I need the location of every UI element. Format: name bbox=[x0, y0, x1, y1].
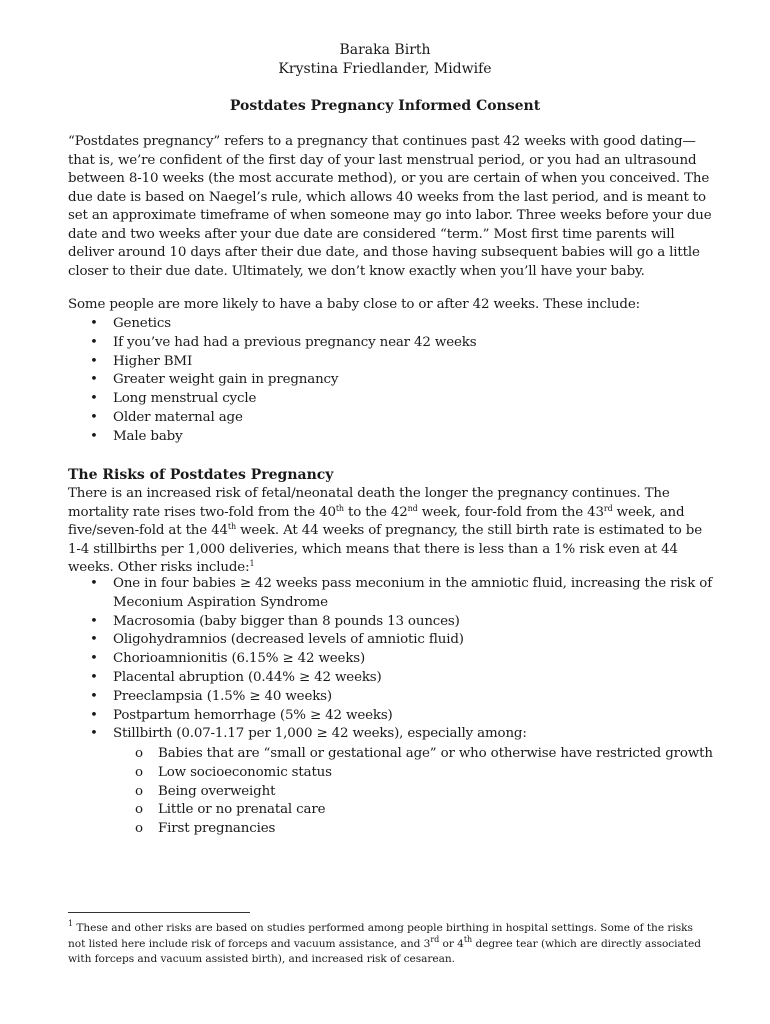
list-item: o Little or no prenatal care bbox=[113, 801, 713, 820]
bullet-marker: • bbox=[90, 391, 98, 407]
list-item: o Being overweight bbox=[113, 783, 713, 802]
list-item: • If you’ve had had a previous pregnancy near 42 weeks bbox=[68, 334, 713, 353]
sub-bullet-marker: o bbox=[135, 802, 143, 818]
bullet-marker: • bbox=[90, 428, 98, 444]
intro-paragraph: “Postdates pregnancy” refers to a pregnancy that continues past 42 weeks with good dating—that is, we’re confident of the first day of your last menstrual period, or you had an ultrasound between 8-10 weeks (the most accurate method), or you are certain of when you conceived. The due date is based on Naegel’s rule, which allows 40 weeks from the last period, and is meant to set an approximate timeframe of when someone may go into labor. Three weeks before your due date and two weeks after your due date are considered “term.” Most first time parents will deliver around 10 days after their due date, and those having subsequent babies will go a little closer to their due date. Ultimately, we don’t know exactly when you’ll have your baby. bbox=[68, 134, 712, 279]
bullet-marker: • bbox=[90, 334, 98, 350]
bullet-marker: • bbox=[90, 613, 98, 629]
risks-list bbox=[68, 575, 713, 744]
page-title: Postdates Pregnancy Informed Consent bbox=[229, 98, 541, 114]
bullet-marker: • bbox=[90, 372, 98, 388]
list-item: • Macrosomia (baby bigger than 8 pounds 13 ounces) bbox=[68, 613, 713, 632]
footnote-marker: 1 bbox=[68, 919, 74, 928]
stillbirth-sublist bbox=[113, 745, 713, 839]
footnote-separator bbox=[68, 912, 250, 913]
list-item: • Long menstrual cycle bbox=[68, 390, 713, 409]
list-item: • Oligohydramnios (decreased levels of amniotic fluid) bbox=[68, 631, 713, 650]
sub-bullet-marker: o bbox=[135, 764, 143, 780]
bullet-marker: • bbox=[90, 316, 98, 331]
bullet-marker: • bbox=[90, 632, 98, 648]
header-midwife: Krystina Friedlander, Midwife bbox=[278, 61, 492, 77]
footnote-ref: 1 bbox=[249, 559, 255, 568]
sub-bullet-marker: o bbox=[135, 783, 143, 799]
bullet-marker: • bbox=[90, 707, 98, 723]
list-item: • Older maternal age bbox=[68, 409, 713, 428]
header-org: Baraka Birth bbox=[339, 42, 431, 58]
list-item: • Greater weight gain in pregnancy bbox=[68, 371, 713, 390]
list-item: • Chorioamnionitis (6.15% ≥ 42 weeks) bbox=[68, 650, 713, 669]
list-item: • Stillbirth (0.07-1.17 per 1,000 ≥ 42 weeks), especially among: bbox=[68, 725, 713, 744]
sub-bullet-marker: o bbox=[135, 821, 143, 837]
footnote: $^1$ These and other risks are based on studies performed among people birthing in hospital settings. Some of the risks not listed here include risk of forceps and vacuum assistance, and 3rd or 4th degree tear (which are directly associated with forceps and vacuum assisted birth), and increased risk of cesarean. bbox=[68, 919, 701, 965]
list-item: o Low socioeconomic status bbox=[113, 764, 713, 783]
list-item: o First pregnancies bbox=[113, 820, 713, 839]
list-item: • Genetics bbox=[68, 315, 713, 334]
list-item: • Higher BMI bbox=[68, 353, 713, 372]
bullet-marker: • bbox=[90, 409, 98, 425]
list-item: • Male baby bbox=[68, 428, 713, 447]
list-item: • Preeclampsia (1.5% ≥ 40 weeks) bbox=[68, 688, 713, 707]
risks-heading: The Risks of Postdates Pregnancy bbox=[68, 467, 334, 483]
list-item: • Placental abruption (0.44% ≥ 42 weeks) bbox=[68, 669, 713, 688]
sub-bullet-marker: o bbox=[135, 746, 143, 761]
list-item: • One in four babies ≥ 42 weeks pass meconium in the amniotic fluid, increasing the risk of Meconium Aspiration Syndrome bbox=[90, 576, 713, 610]
list-item: • Postpartum hemorrhage (5% ≥ 42 weeks) bbox=[68, 707, 713, 726]
bullet-marker: • bbox=[90, 726, 98, 742]
bullet-marker: • bbox=[90, 688, 98, 704]
likely-lead: Some people are more likely to have a baby close to or after 42 weeks. These include: bbox=[68, 297, 640, 312]
risks-paragraph: There is an increased risk of fetal/neonatal death the longer the pregnancy continues. The mortality rate rises two-fold from the 40th to the 42nd week, four-fold from the 43rd week, and five/seven-fold at the 44th week. At 44 weeks of pregnancy, the still birth rate is estimated to be 1-4 stillbirths per 1,000 deliveries, which means that there is less than a 1% risk even at 44 weeks. Other risks include:$^1$ bbox=[68, 486, 702, 575]
bullet-marker: • bbox=[90, 576, 98, 591]
likely-list bbox=[68, 315, 713, 447]
bullet-marker: • bbox=[90, 669, 98, 685]
bullet-marker: • bbox=[90, 353, 98, 369]
list-item: o Babies that are “small or gestational age” or who otherwise have restricted growth bbox=[113, 745, 713, 764]
bullet-marker: • bbox=[90, 651, 98, 667]
